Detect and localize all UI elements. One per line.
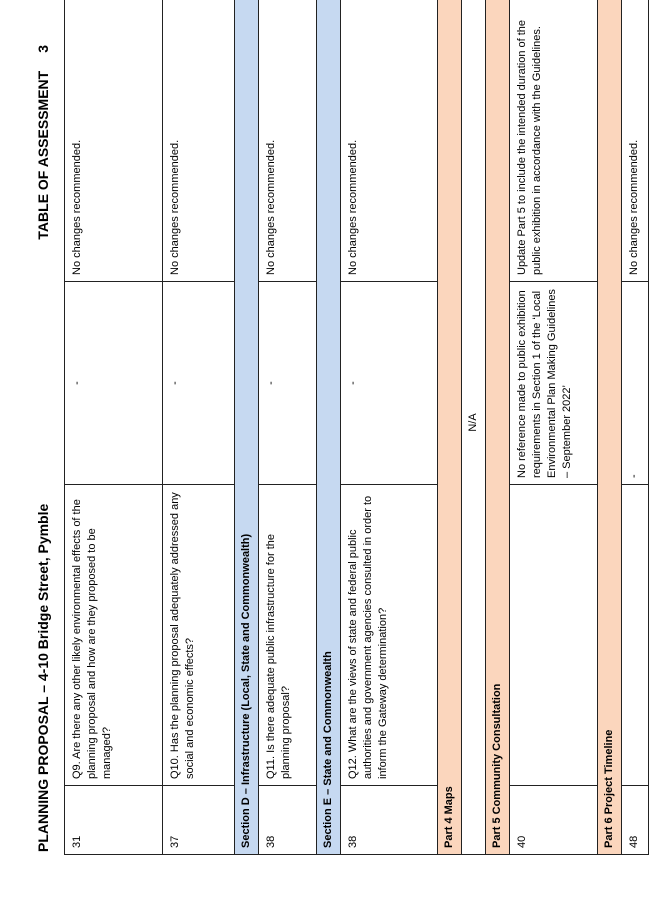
page-ref-cell: 40 [510,786,598,855]
not-applicable-cell: N/A [462,0,486,855]
section-row [438,0,462,855]
recommendation-cell: No changes recommended. [341,0,438,282]
page-ref-cell: 48 [622,786,649,855]
page-ref-cell: 38 [259,786,317,855]
part-4-heading: Part 4 Maps [438,0,462,855]
comment-cell: - [259,282,317,485]
comment-cell: No reference made to public exhibition requirements in Section 1 of the ‘Local Environmental Plan Making Guidelines – September 2022’ [510,282,598,485]
comment-cell: - [341,282,438,485]
section-d-heading: Section D – Infrastructure (Local, State and Commonwealth) [235,0,259,855]
table-row [510,0,598,855]
section-e-heading: Section E – State and Commonwealth [317,0,341,855]
comment-cell: - [65,282,163,485]
recommendation-cell: No changes recommended. [622,0,649,282]
recommendation-cell: No changes recommended. [65,0,163,282]
section-row [486,0,510,855]
page-ref-cell: 37 [163,786,235,855]
page-ref-cell: 38 [341,786,438,855]
document-title: PLANNING PROPOSAL – 4-10 Bridge Street, Pymble [35,503,51,852]
question-cell: Q10. Has the planning proposal adequately addressed any social and economic effects? [163,485,235,786]
page-ref-cell: 31 [65,786,163,855]
recommendation-cell: No changes recommended. [163,0,235,282]
section-row [317,0,341,855]
recommendation-cell: No changes recommended. [259,0,317,282]
assessment-table [64,0,649,855]
question-cell [510,485,598,786]
table-row [341,0,438,855]
table-row [163,0,235,855]
question-cell [622,485,649,786]
table-row [259,0,317,855]
part-6-heading: Part 6 Project Timeline [598,0,622,855]
part-5-heading: Part 5 Community Consultation [486,0,510,855]
table-row [65,0,163,855]
section-header [35,45,51,240]
question-cell: Q12. What are the views of state and federal public authorities and government agencies consulted in order to inform the Gateway determination? [341,485,438,786]
question-cell: Q9. Are there any other likely environmental effects of the planning proposal and how are they proposed to be managed? [65,485,163,786]
page-number: 3 [35,45,51,53]
table-row [462,0,486,855]
recommendation-cell: Update Part 5 to include the intended duration of the public exhibition in accordance with the Guidelines. [510,0,598,282]
section-row [235,0,259,855]
comment-cell: - [163,282,235,485]
question-cell: Q11. Is there adequate public infrastructure for the planning proposal? [259,485,317,786]
comment-cell: - [622,282,649,485]
section-row [598,0,622,855]
section-title: TABLE OF ASSESSMENT [35,70,51,240]
table-row [622,0,649,855]
